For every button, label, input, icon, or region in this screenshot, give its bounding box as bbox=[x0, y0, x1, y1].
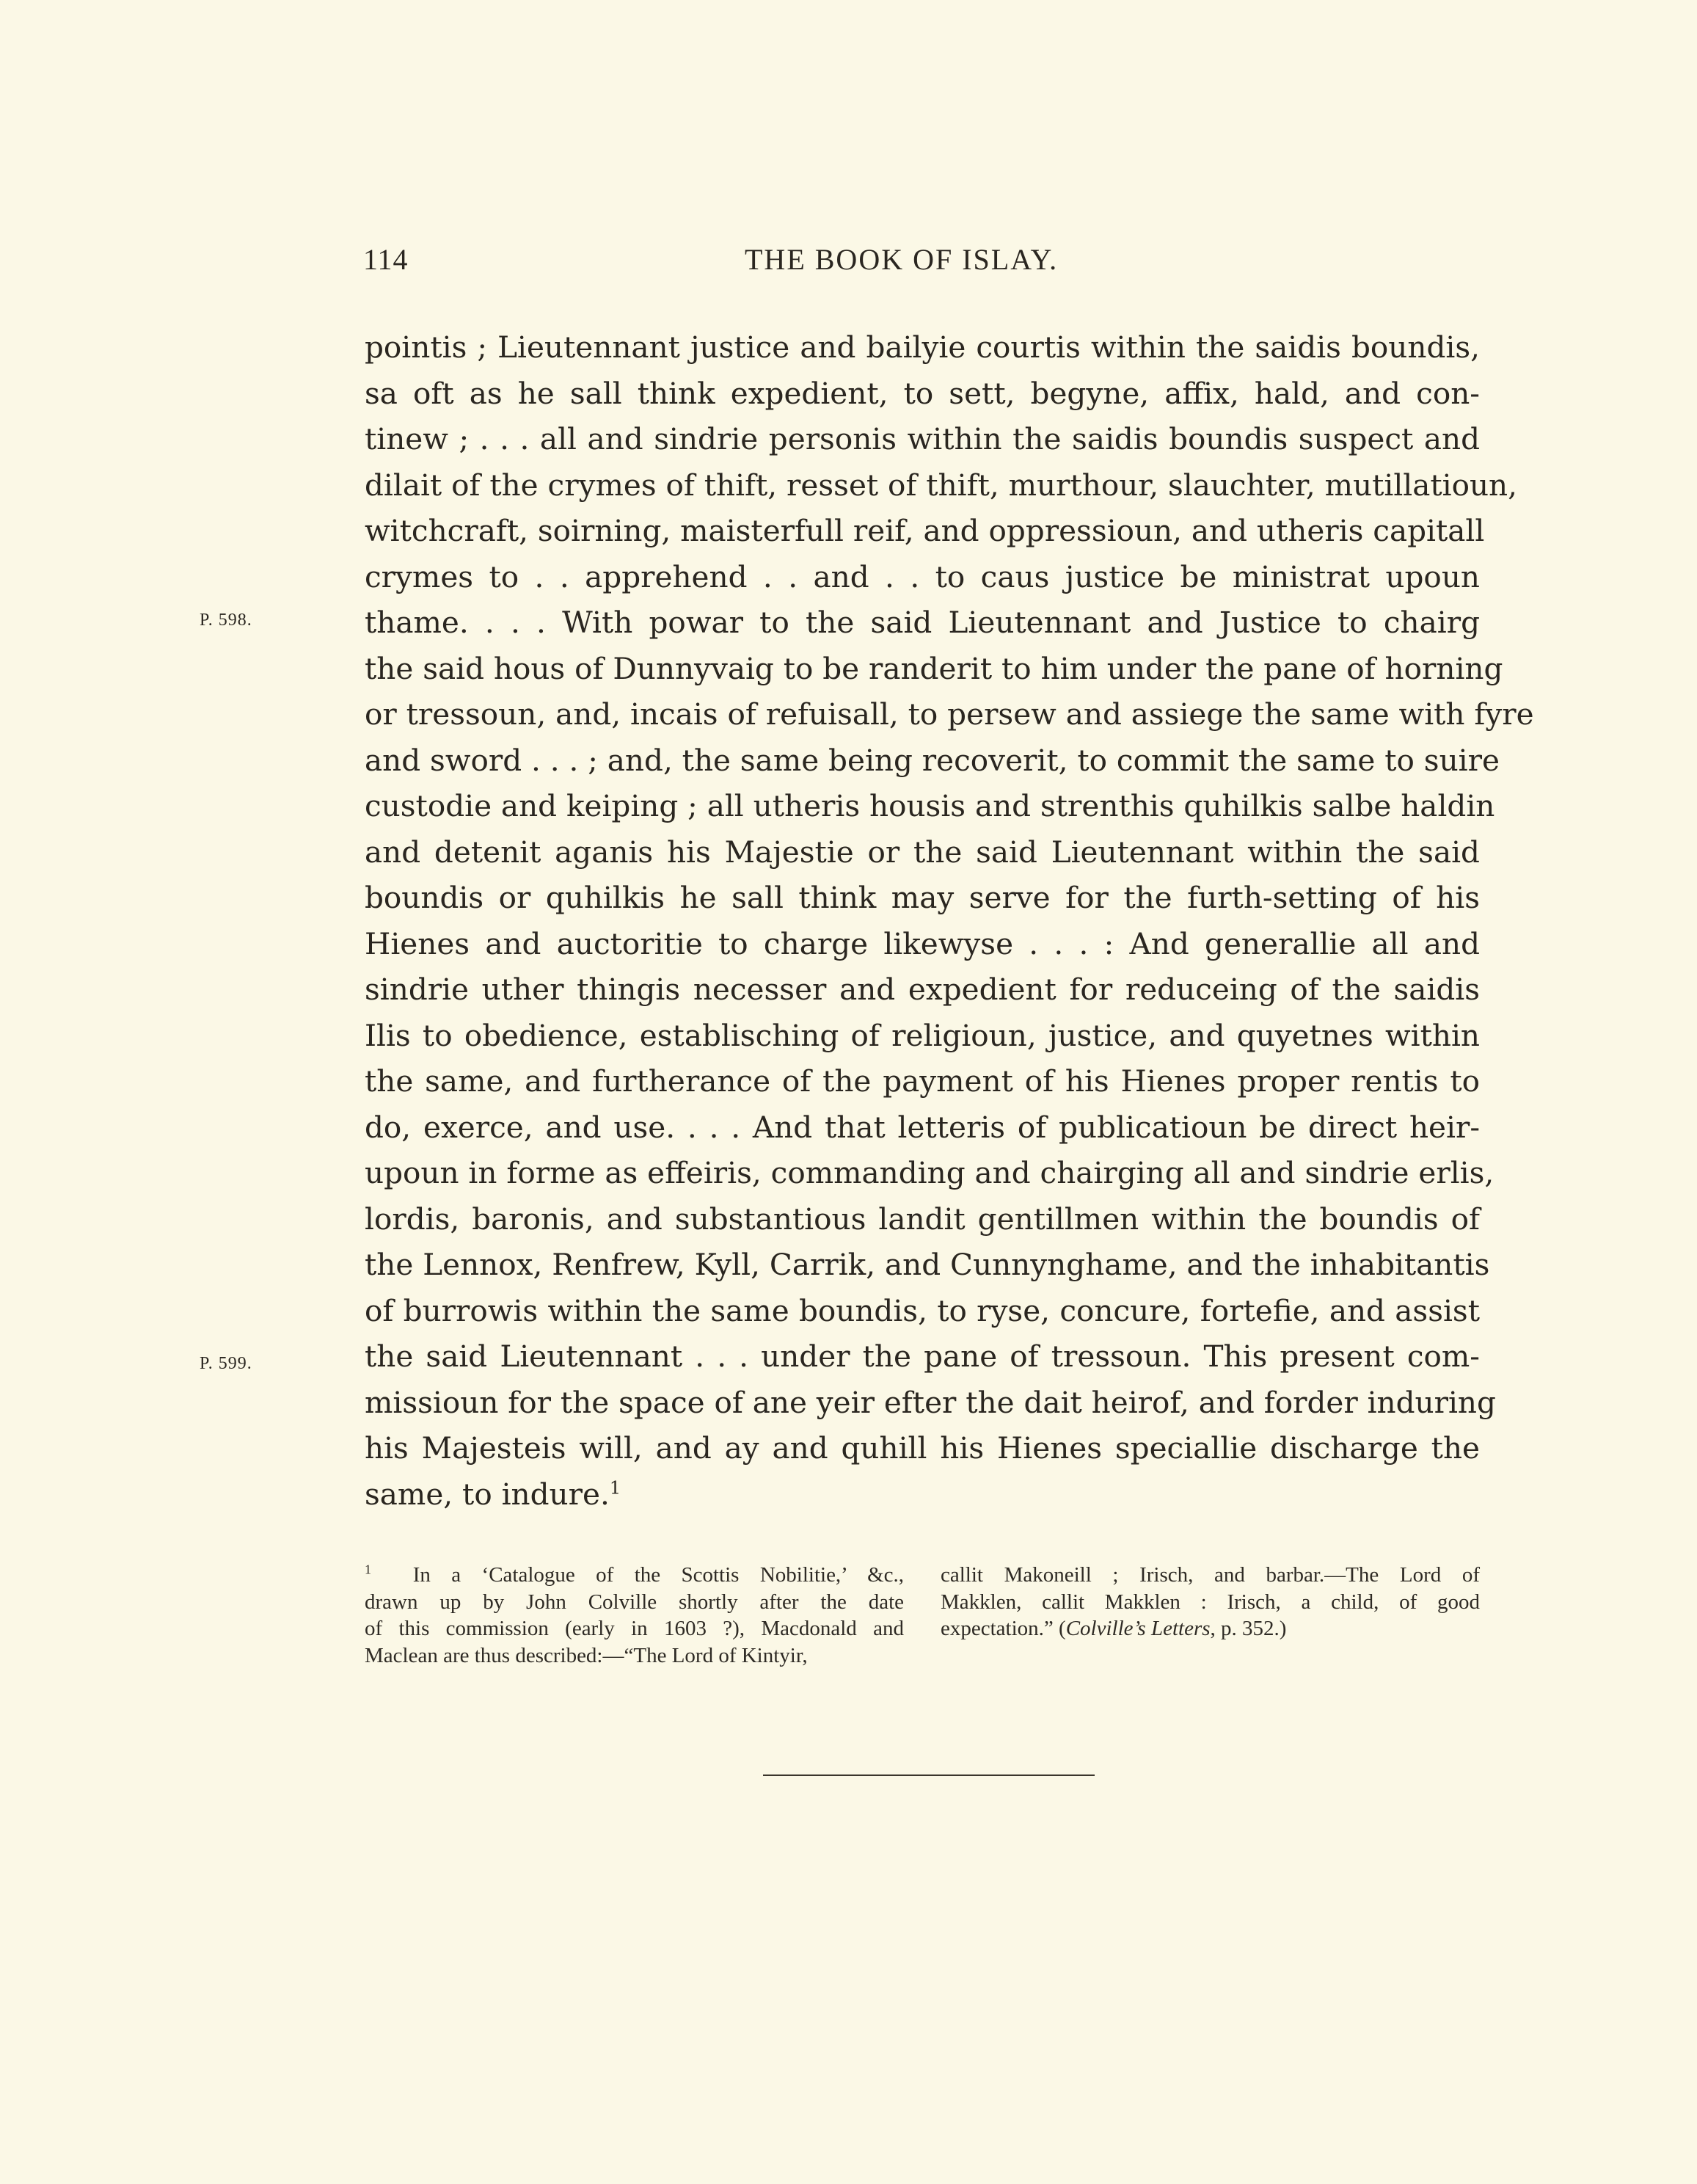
text-line: or tressoun, and, incais of refuisall, to persew and assiege the same with fyre bbox=[365, 696, 1534, 732]
text-line: his Majesteis will, and ay and quhill his Hienes speciallie discharge the bbox=[365, 1430, 1480, 1466]
footnote-line: of this commission (early in 1603 ?), Macdonald and bbox=[365, 1617, 904, 1640]
text-line: do, exerce, and use. . . . And that letteris of publicatioun be direct heir- bbox=[365, 1109, 1480, 1145]
text-line: upoun in forme as effeiris, commanding and chairging all and sindrie erlis, bbox=[365, 1155, 1495, 1190]
margin-note-p599: P. 599. bbox=[200, 1354, 252, 1373]
text-line: missioun for the space of ane yeir efter the dait heirof, and forder induring bbox=[365, 1384, 1496, 1420]
footnote-marker: 1 bbox=[365, 1562, 371, 1577]
text-line: and detenit aganis his Majestie or the said Lieutennant within the said bbox=[365, 834, 1480, 870]
footnote-reference[interactable]: 1 bbox=[609, 1477, 621, 1498]
text-line: sindrie uther thingis necesser and expedient for reduceing of the saidis bbox=[365, 972, 1480, 1007]
footnote-line: callit Makoneill ; Irisch, and barbar.—The Lord of bbox=[941, 1563, 1480, 1587]
main-text bbox=[365, 324, 1534, 1517]
text-line: lordis, baronis, and substantious landit gentillmen within the boundis of bbox=[365, 1201, 1480, 1237]
text-line-last bbox=[365, 1471, 1480, 1518]
footnote-text: , p. 352.) bbox=[1210, 1617, 1287, 1640]
text-line: Hienes and auctoritie to charge likewyse . . . : And generallie all and bbox=[365, 925, 1480, 961]
footnote-line bbox=[365, 1562, 904, 1589]
text-line: the said hous of Dunnyvaig to be randerit to him under the pane of horning bbox=[365, 650, 1503, 686]
page-number: 114 bbox=[363, 243, 409, 276]
footnote-line bbox=[941, 1615, 1480, 1642]
text-line: pointis ; Lieutennant justice and bailyie courtis within the saidis boundis, bbox=[365, 330, 1480, 365]
text-line: boundis or quhilkis he sall think may serve for the furth-setting of his bbox=[365, 880, 1480, 915]
footnote-line: drawn up by John Colville shortly after the date bbox=[365, 1590, 904, 1614]
running-header bbox=[363, 242, 1482, 283]
footnote-text: expectation.” ( bbox=[941, 1617, 1066, 1640]
margin-note-p598: P. 598. bbox=[200, 611, 252, 630]
footnote-column-right bbox=[941, 1562, 1480, 1642]
footnote-citation-title: Colville’s Letters bbox=[1065, 1617, 1211, 1640]
text-line: Ilis to obedience, establisching of religioun, justice, and quyetnes within bbox=[365, 1017, 1480, 1053]
footnote-column-left bbox=[365, 1562, 904, 1669]
text-line: thame. . . . With powar to the said Lieutennant and Justice to chairg bbox=[365, 605, 1480, 640]
running-head-title: THE BOOK OF ISLAY. bbox=[745, 243, 1059, 276]
text-line: crymes to . . apprehend . . and . . to caus justice be ministrat upoun bbox=[365, 558, 1480, 594]
text-line-content: same, to indure. bbox=[365, 1476, 610, 1512]
text-line: witchcraft, soirning, maisterfull reif, and oppressioun, and utheris capitall bbox=[365, 513, 1485, 548]
text-line: the Lennox, Renfrew, Kyll, Carrik, and Cunnynghame, and the inhabitantis bbox=[365, 1247, 1490, 1282]
text-line: custodie and keiping ; all utheris housis and strenthis quhilkis salbe haldin bbox=[365, 788, 1495, 823]
text-line: and sword . . . ; and, the same being recoverit, to commit the same to suire bbox=[365, 742, 1500, 778]
text-line: sa oft as he sall think expedient, to sett, begyne, affix, hald, and con- bbox=[365, 375, 1480, 411]
end-rule-divider bbox=[763, 1774, 1095, 1776]
footnote-text: In a ‘Catalogue of the Scottis Nobilitie,’ &c., bbox=[412, 1563, 904, 1587]
footnote-line: Makklen, callit Makklen : Irisch, a child, of good bbox=[941, 1590, 1480, 1614]
text-line: of burrowis within the same boundis, to ryse, concure, fortefie, and assist bbox=[365, 1292, 1480, 1328]
text-line: dilait of the crymes of thift, resset of thift, murthour, slauchter, mutillatioun, bbox=[365, 467, 1518, 503]
text-line: tinew ; . . . all and sindrie personis within the saidis boundis suspect and bbox=[365, 421, 1480, 456]
text-line: the said Lieutennant . . . under the pane of tressoun. This present com- bbox=[365, 1339, 1480, 1374]
text-line: the same, and furtherance of the payment of his Hienes proper rentis to bbox=[365, 1063, 1480, 1099]
footnote-line: Maclean are thus described:—“The Lord of Kintyir, bbox=[365, 1643, 808, 1667]
